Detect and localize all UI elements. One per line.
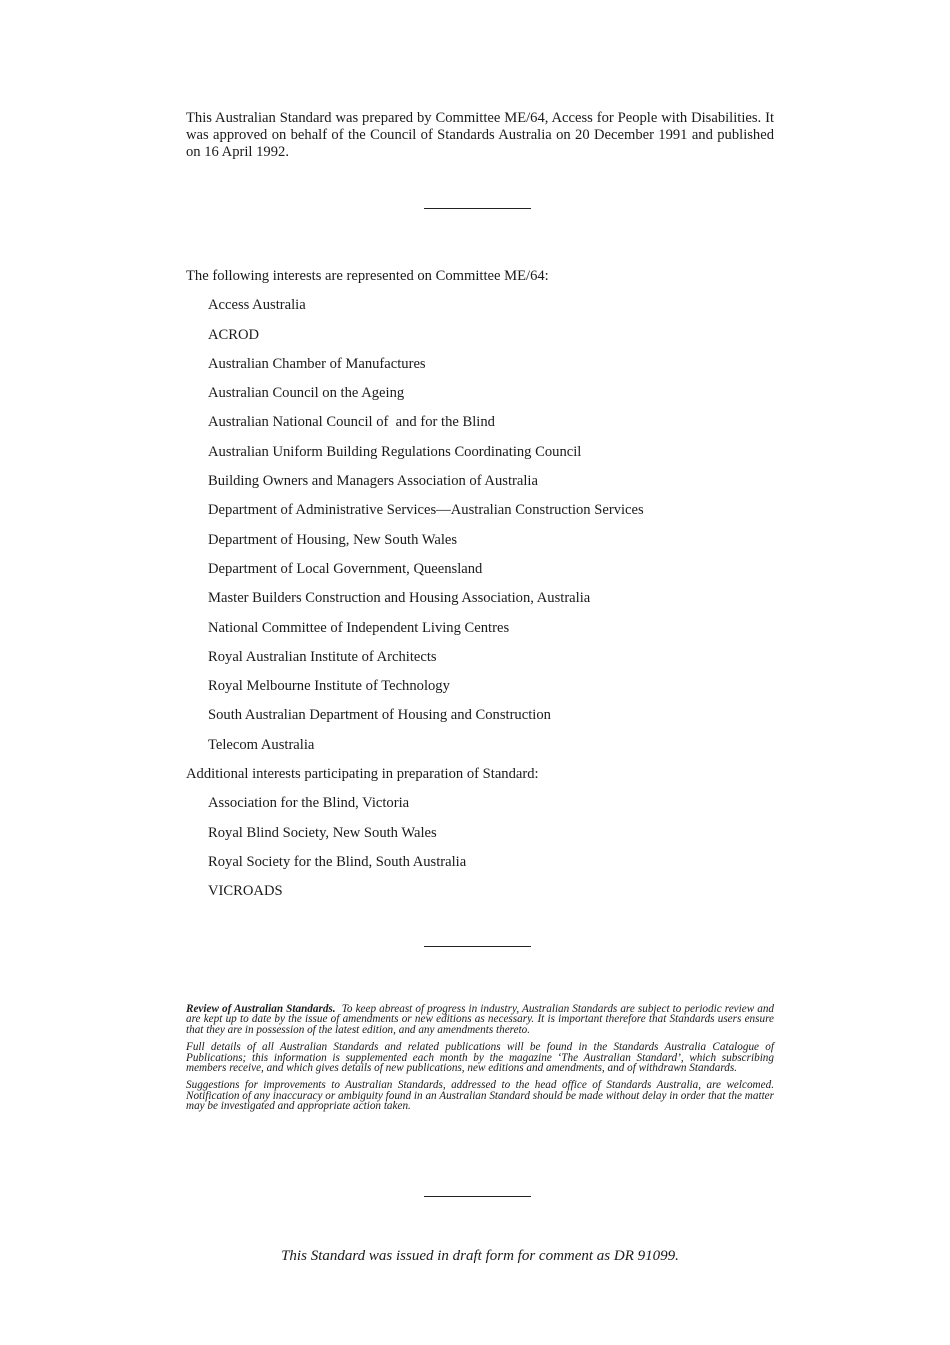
member-item: Department of Local Government, Queensland bbox=[208, 560, 483, 577]
review-paragraph-3: Suggestions for improvements to Australian Standards, addressed to the head office of Standards Australia, are welcomed. Notification of any inaccuracy or ambiguity found in an Australian Standard should be made without delay in order that the matter may be investigated and appropriate action taken. bbox=[186, 1079, 774, 1113]
member-item: Australian Uniform Building Regulations Coordinating Council bbox=[208, 443, 582, 460]
review-paragraph-1 bbox=[186, 1004, 774, 1035]
committee-members bbox=[186, 266, 774, 911]
review-text-1: To keep abreast of progress in industry, Australian Standards are subject to periodic review and are kept up to date by the issue of amendments or new editions as necessary. It is important therefore that Standards users ensure that they are in possession of the latest edition, and any amendments thereto. bbox=[186, 1003, 775, 1036]
additional-item: Association for the Blind, Victoria bbox=[208, 795, 410, 812]
review-notice bbox=[186, 1004, 774, 1119]
member-item: National Committee of Independent Living Centres bbox=[208, 619, 510, 636]
member-item: Master Builders Construction and Housing Association, Australia bbox=[208, 590, 591, 607]
additional-item: Royal Blind Society, New South Wales bbox=[208, 824, 437, 841]
member-item: Department of Administrative Services—Australian Construction Services bbox=[208, 502, 644, 519]
member-item: Australian Chamber of Manufactures bbox=[208, 355, 426, 372]
committee-heading: The following interests are represented on Committee ME/64: bbox=[186, 268, 549, 284]
section-divider bbox=[424, 1196, 531, 1197]
member-item: Building Owners and Managers Association of Australia bbox=[208, 473, 538, 490]
member-item: Royal Australian Institute of Architects bbox=[208, 648, 437, 665]
section-divider bbox=[424, 946, 531, 947]
intro-paragraph: This Australian Standard was prepared by Committee ME/64, Access for People with Disabilities. It was approved on behalf of the Council of Standards Australia on 20 December 1991 and published on 16 April 1992. bbox=[186, 110, 774, 160]
member-item: Access Australia bbox=[208, 297, 306, 314]
additional-item: Royal Society for the Blind, South Australia bbox=[208, 853, 467, 870]
review-paragraph-2: Full details of all Australian Standards and related publications will be found in the Standards Australia Catalogue of Publications; this information is supplemented each month by the magazine ‘The Australian Standard’, which subscribing members receive, and which gives details of new publications, new editions and amendments, and of withdrawn Standards. bbox=[186, 1041, 774, 1075]
additional-item: VICROADS bbox=[208, 883, 283, 900]
member-item: Department of Housing, New South Wales bbox=[208, 531, 458, 548]
draft-note: This Standard was issued in draft form for comment as DR 91099. bbox=[281, 1248, 679, 1264]
member-item: Australian Council on the Ageing bbox=[208, 385, 405, 402]
member-item: Australian National Council of and for the Blind bbox=[208, 414, 495, 431]
section-divider bbox=[424, 208, 531, 209]
member-item: South Australian Department of Housing and Construction bbox=[208, 707, 551, 724]
review-title: Review of Australian Standards. bbox=[186, 1003, 336, 1015]
additional-heading: Additional interests participating in preparation of Standard: bbox=[186, 766, 539, 783]
member-item: Telecom Australia bbox=[208, 736, 315, 753]
member-item: Royal Melbourne Institute of Technology bbox=[208, 678, 450, 695]
member-item: ACROD bbox=[208, 326, 260, 343]
